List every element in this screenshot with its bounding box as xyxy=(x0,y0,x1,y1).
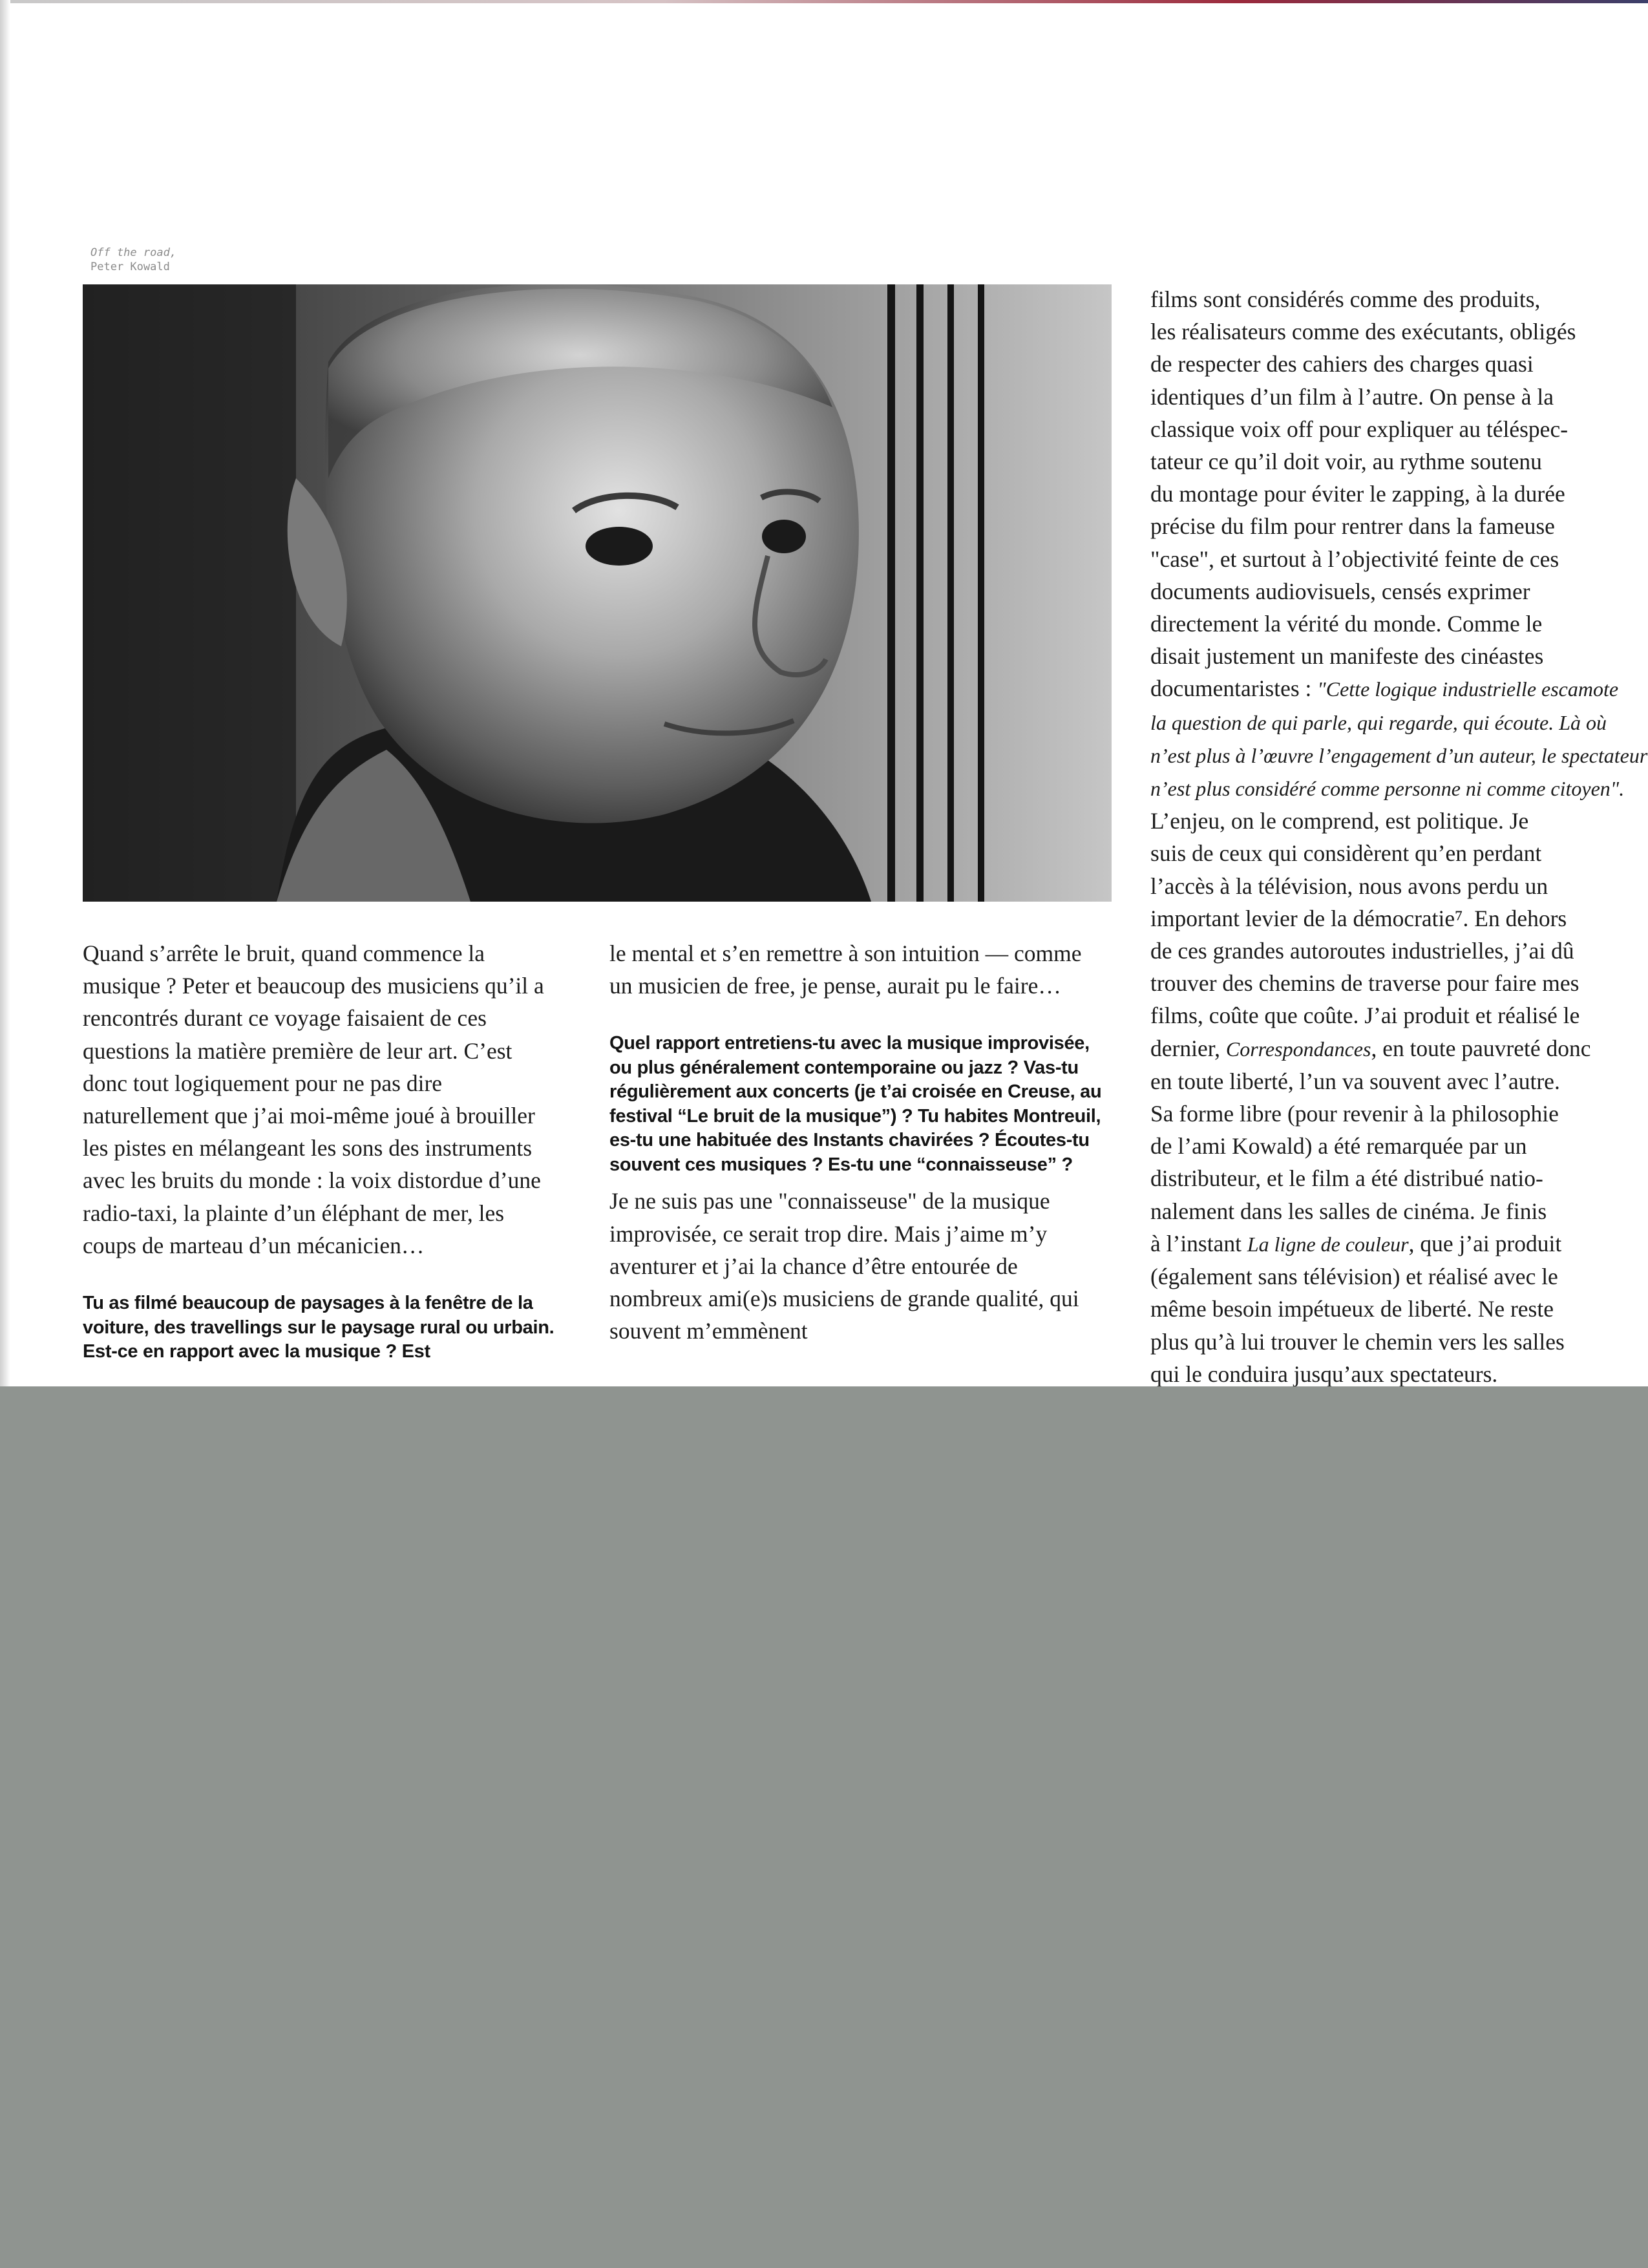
film-title-italic: Correspondances xyxy=(1225,1037,1371,1061)
body-paragraph: Quand s’arrête le bruit, quand commence la musique ? Peter et beaucoup des musiciens qu’il a rencontrés durant ce voyage faisaient de ces questions la matière première de leur art. C’est donc tout logiquement pour ne pas dire naturellement que j’ai moi-même joué à brouiller les pistes en mélangeant les sons des instruments avec les bruits du monde : la voix distordue d’une radio-taxi, la plainte d’un éléphant de mer, les coups de marteau d’un mécanicien… xyxy=(83,940,544,1258)
text-line: même besoin impétueux de liberté. Ne reste xyxy=(1150,1296,1554,1322)
interview-question: Tu as filmé beaucoup de paysages à la fenêtre de la voiture, des travellings sur le paysage rural ou urbain. Est-ce en rapport avec la musique ? Est xyxy=(83,1293,555,1362)
text-line: important levier de la démocratie⁷. En dehors xyxy=(1150,905,1567,931)
text-line: L’enjeu, on le comprend, est politique. Je xyxy=(1150,808,1529,834)
text-line: documentaristes : "Cette logique industrielle escamote xyxy=(1150,675,1619,702)
scanner-background xyxy=(0,1386,1648,2268)
text-line: films, coûte que coûte. J’ai produit et réalisé le xyxy=(1150,1002,1580,1029)
text-line: classique voix off pour expliquer au téléspec- xyxy=(1150,416,1569,442)
text-line: tateur ce qu’il doit voir, au rythme soutenu xyxy=(1150,449,1542,475)
film-title-italic: La ligne de couleur xyxy=(1247,1232,1409,1256)
page-gutter-shadow xyxy=(0,0,10,1386)
caption-title: Off the road, xyxy=(90,246,177,259)
text-line: (également sans télévision) et réalisé avec le xyxy=(1150,1264,1558,1290)
text-line: documents audiovisuels, censés exprimer xyxy=(1150,578,1530,604)
quote-italic: la question de qui parle, qui regarde, qui écoute. Là où xyxy=(1150,710,1607,734)
column-left xyxy=(83,937,555,1364)
text-line: suis de ceux qui considèrent qu’en perdant xyxy=(1150,840,1542,867)
text-line: l’accès à la télévision, nous avons perdu un xyxy=(1150,873,1548,899)
quote-italic: "Cette logique industrielle escamote xyxy=(1317,677,1619,701)
caption-subject: Peter Kowald xyxy=(90,260,170,273)
photo-caption xyxy=(90,246,176,274)
text-line: de respecter des cahiers des charges quasi xyxy=(1150,351,1534,377)
text-line: dernier, Correspondances, en toute pauvreté donc xyxy=(1150,1035,1591,1061)
text-line: nalement dans les salles de cinéma. Je finis xyxy=(1150,1198,1547,1224)
text-line: de ces grandes autoroutes industrielles, j’ai dû xyxy=(1150,938,1574,964)
text-line: en toute liberté, l’un va souvent avec l’autre. xyxy=(1150,1068,1560,1094)
interview-question: Quel rapport entretiens-tu avec la musique improvisée, ou plus généralement contemporaine ou jazz ? Vas-tu régulièrement aux concerts (je t’ai croisée en Creuse, au festival “Le bruit de la musique”) ? Tu habites Montreuil, es-tu une habituée des Instants chavirées ? Écoutes-tu souvent ces musiques ? Es-tu une “connaisseuse” ? xyxy=(609,1033,1102,1175)
text-line: trouver des chemins de traverse pour faire mes xyxy=(1150,970,1579,997)
text-line: Sa forme libre (pour revenir à la philosophie xyxy=(1150,1101,1559,1127)
portrait-photo xyxy=(83,284,1112,902)
text-line: de l’ami Kowald) a été remarquée par un xyxy=(1150,1133,1527,1160)
text-line: disait justement un manifeste des cinéastes xyxy=(1150,643,1544,670)
text-line: films sont considérés comme des produits, xyxy=(1150,286,1541,312)
text-line: distributeur, et le film a été distribué natio- xyxy=(1150,1165,1543,1192)
page-edge xyxy=(0,0,1648,3)
text-line xyxy=(1150,706,1648,739)
text-line: plus qu’à lui trouver le chemin vers les salles xyxy=(1150,1328,1565,1355)
column-right xyxy=(1150,283,1648,1386)
text-line: "case", et surtout à l’objectivité feinte de ces xyxy=(1150,546,1559,572)
text-line: les réalisateurs comme des exécutants, obligés xyxy=(1150,319,1576,345)
text-line: directement la vérité du monde. Comme le xyxy=(1150,611,1543,637)
text-line: identiques d’un film à l’autre. On pense à la xyxy=(1150,383,1554,410)
text-line: précise du film pour rentrer dans la fameuse xyxy=(1150,513,1555,540)
text-line: du montage pour éviter le zapping, à la durée xyxy=(1150,481,1565,507)
quote-italic: n’est plus à l’œuvre l’engagement d’un auteur, le spectateur xyxy=(1150,743,1648,767)
quote-italic: n’est plus considéré comme personne ni comme citoyen". xyxy=(1150,777,1625,801)
text-line xyxy=(1150,739,1648,772)
column-middle xyxy=(609,937,1107,1347)
body-paragraph: le mental et s’en remettre à son intuition — comme un musicien de free, je pense, aurait pu le faire… xyxy=(609,940,1082,999)
text-line: qui le conduira jusqu’aux spectateurs. xyxy=(1150,1361,1498,1386)
text-line: à l’instant La ligne de couleur, que j’ai produit xyxy=(1150,1230,1562,1256)
body-paragraph: Je ne suis pas une "connaisseuse" de la musique improvisée, ce serait trop dire. Mais j’aime m’y aventurer et j’ai la chance d’être entourée de nombreux ami(e)s musiciens de grande qualité, qui souvent m’emmènent xyxy=(609,1188,1079,1344)
text-line xyxy=(1150,772,1648,805)
